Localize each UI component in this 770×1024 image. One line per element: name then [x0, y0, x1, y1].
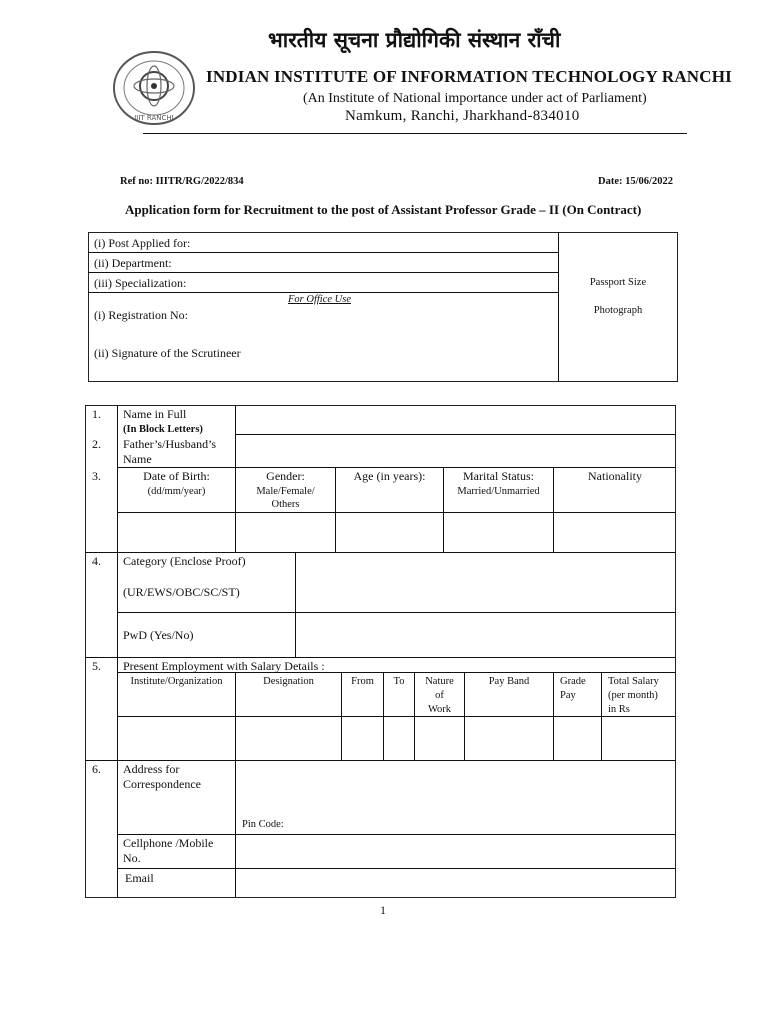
cellphone-label-2: No.	[123, 851, 141, 865]
nationality-input[interactable]	[554, 513, 676, 552]
age-label: Age (in years):	[353, 469, 426, 483]
row-number-1: 1.	[92, 407, 101, 421]
name-sublabel: (In Block Letters)	[123, 424, 203, 435]
category-sublabel: (UR/EWS/OBC/SC/ST)	[123, 585, 240, 599]
col-grade-1: Grade	[560, 676, 586, 687]
email-label: Email	[125, 871, 154, 885]
father-name-input[interactable]	[236, 435, 675, 467]
post-applied-field[interactable]: (i) Post Applied for:	[94, 236, 191, 250]
cellphone-label-1: Cellphone /Mobile	[123, 836, 214, 850]
page-number: 1	[380, 903, 386, 917]
marital-input[interactable]	[444, 513, 553, 552]
marital-sublabel: Married/Unmarried	[457, 486, 540, 497]
col-salary-3: in Rs	[608, 704, 630, 715]
col-grade-2: Pay	[560, 690, 576, 701]
marital-label: Marital Status:	[463, 469, 534, 483]
gender-sublabel-2: Others	[271, 499, 300, 510]
registration-no-field[interactable]: (i) Registration No:	[94, 308, 188, 322]
ref-number: Ref no: IIITR/RG/2022/834	[120, 176, 244, 187]
department-field[interactable]: (ii) Department:	[94, 256, 172, 270]
address-label-1: Address for	[123, 762, 180, 776]
institute-subtitle: (An Institute of National importance under act of Parliament)	[303, 91, 647, 106]
header-divider	[143, 133, 687, 134]
logo-text: IIIT RANCHI	[134, 114, 174, 122]
gender-label: Gender:	[266, 469, 305, 483]
name-input[interactable]	[236, 406, 675, 434]
col-nature-2: of	[435, 690, 444, 701]
category-input[interactable]	[296, 553, 675, 612]
pwd-input[interactable]	[296, 613, 675, 657]
col-nature-3: Work	[427, 704, 452, 715]
father-label-1: Father’s/Husband’s	[123, 437, 217, 451]
email-input[interactable]	[236, 869, 675, 898]
employment-input-row[interactable]	[118, 717, 675, 760]
pwd-label: PwD (Yes/No)	[123, 628, 194, 642]
row-number-3: 3.	[92, 469, 101, 483]
name-label: Name in Full	[123, 407, 187, 421]
hindi-institute-name: भारतीय सूचना प्रौद्योगिकी संस्थान राँची	[268, 28, 561, 52]
specialization-field[interactable]: (iii) Specialization:	[94, 276, 187, 290]
institute-address: Namkum, Ranchi, Jharkhand-834010	[345, 108, 580, 124]
row-number-4: 4.	[92, 554, 101, 568]
cellphone-input[interactable]	[236, 835, 675, 868]
employment-label: Present Employment with Salary Details :	[123, 659, 325, 673]
col-to: To	[393, 676, 405, 687]
col-salary-2: (per month)	[608, 690, 658, 701]
row-number-6: 6.	[92, 762, 101, 776]
pin-code-field[interactable]: Pin Code:	[242, 819, 284, 830]
category-label: Category (Enclose Proof)	[123, 554, 246, 568]
row-number-2: 2.	[92, 437, 101, 451]
nationality-label: Nationality	[588, 469, 642, 483]
date: Date: 15/06/2022	[598, 176, 673, 187]
address-label-2: Correspondence	[123, 777, 201, 791]
gender-sublabel-1: Male/Female/	[256, 486, 315, 497]
col-institute: Institute/Organization	[130, 676, 223, 687]
dob-input[interactable]	[118, 513, 235, 552]
col-nature-1: Nature	[425, 676, 454, 687]
father-label-2: Name	[123, 452, 152, 466]
institute-logo	[108, 48, 200, 128]
dob-label: Date of Birth:	[143, 469, 210, 483]
photo-label-2: Photograph	[593, 305, 643, 316]
col-salary-1: Total Salary	[608, 676, 659, 687]
row-number-5: 5.	[92, 659, 101, 673]
form-title: Application form for Recruitment to the post of Assistant Professor Grade – II (On Contract)	[125, 202, 642, 217]
col-from: From	[351, 676, 374, 687]
col-designation: Designation	[263, 676, 314, 687]
age-input[interactable]	[336, 513, 443, 552]
col-pay-band: Pay Band	[488, 676, 530, 687]
scrutineer-signature-field[interactable]: (ii) Signature of the Scrutineer	[94, 346, 241, 360]
photo-label-1: Passport Size	[589, 277, 647, 288]
dob-sublabel: (dd/mm/year)	[147, 486, 206, 497]
institute-name: INDIAN INSTITUTE OF INFORMATION TECHNOLOGY RANCHI	[206, 67, 733, 86]
office-use-label: For Office Use	[288, 294, 351, 305]
address-input[interactable]	[236, 761, 675, 816]
gender-input[interactable]	[236, 513, 335, 552]
